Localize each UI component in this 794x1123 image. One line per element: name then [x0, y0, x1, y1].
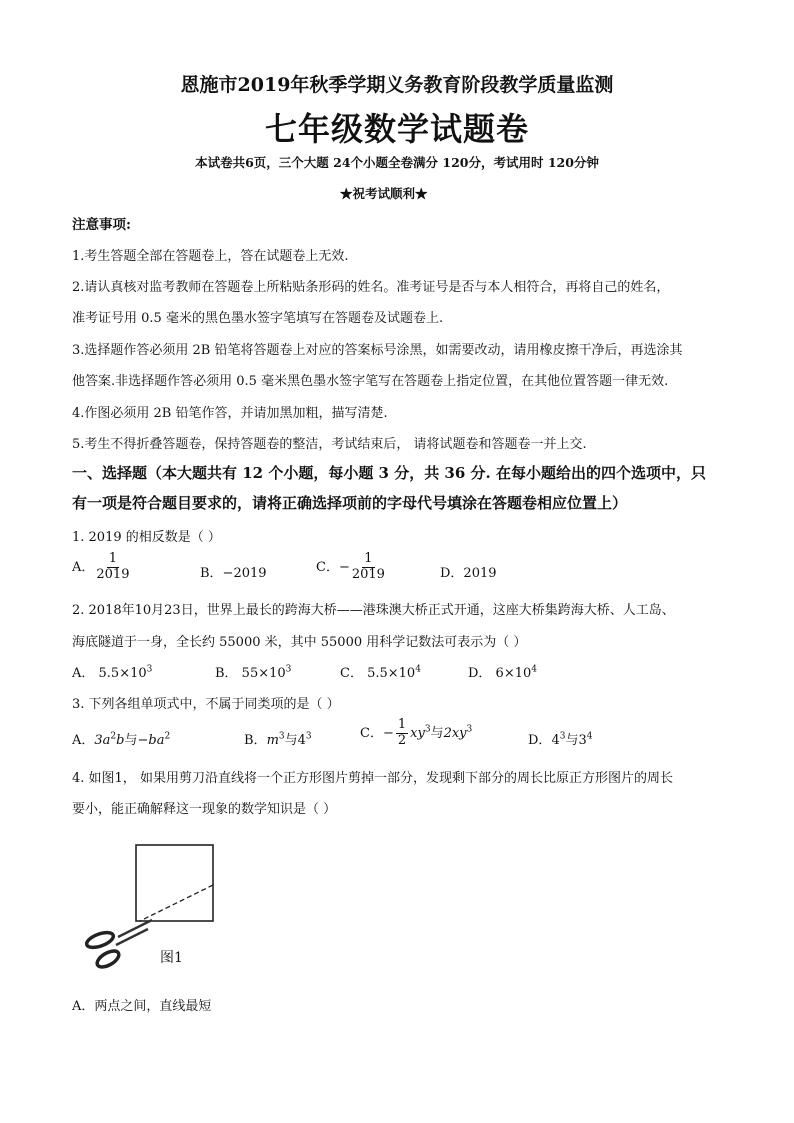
- term: xy: [410, 725, 425, 741]
- option-label: A．: [72, 733, 95, 748]
- q3-option-a: [72, 729, 170, 748]
- denominator: 2019: [96, 566, 130, 582]
- question-2-stem-line1: 2. 2018年10月23日，世界上最长的跨海大桥——港珠澳大桥正式开通，这座大桥集跨海大桥、人工岛、: [72, 603, 675, 618]
- notice-line: 准考证号用 0.5 毫米的黑色墨水签字笔填写在答题卷及试题卷上.: [72, 311, 444, 326]
- exponent: 2: [110, 731, 117, 742]
- option-label: C．−: [360, 725, 394, 741]
- exponent: 3: [278, 731, 285, 742]
- section-heading-line1: 一、选择题（本大题共有 12 个小题，每小题 3 分，共 36 分. 在每小题给出的四个选项中，只: [72, 464, 706, 482]
- q3-option-b: [244, 729, 312, 748]
- exponent: 3: [424, 724, 431, 735]
- fraction: [396, 718, 408, 749]
- exponent: 4: [531, 664, 537, 675]
- scissors-icon: [85, 920, 152, 970]
- notice-line: 3.选择题作答必须用 2B 铅笔将答题卷上对应的答案标号涂黑，如需要改动，请用橡皮擦干净后，再选涂其: [72, 343, 683, 358]
- option-label: A．: [72, 559, 95, 575]
- notice-line: 4.作图必须用 2B 铅笔作答，并请加黑加粗，描写清楚.: [72, 406, 388, 421]
- term: 3: [578, 733, 587, 748]
- notice-line: 他答案.非选择题作答必须用 0.5 毫米黑色墨水签字笔写在答题卷上指定位置，在其他位置答题一律无效.: [72, 374, 669, 389]
- q2-option-a: [72, 662, 152, 681]
- numerator: 1: [397, 717, 407, 732]
- figure-1-square-cut: [70, 825, 240, 985]
- exponent: 3: [305, 731, 312, 742]
- exponent: 2: [164, 731, 171, 742]
- section-heading-line2: 有一项是符合题目要求的，请将正确选择项前的字母代号填涂在答题卷相应位置上）: [72, 494, 628, 512]
- paper-subtitle: 本试卷共6页，三个大题 24个小题全卷满分 120分，考试用时 120分钟: [195, 155, 599, 170]
- option-text: C． 5.5×10: [340, 666, 416, 681]
- option-label: D．: [528, 733, 552, 748]
- exponent: 3: [146, 664, 153, 675]
- notice-line: 1.考生答题全部在答题卷上，答在试题卷上无效.: [72, 249, 349, 264]
- notice-line: 2.请认真核对监考教师在答题卷上所粘贴条形码的姓名。准考证号是否与本人相符合，再将自己的姓名，: [72, 280, 670, 295]
- term: b: [116, 733, 125, 748]
- term: 4: [297, 733, 306, 748]
- term: m: [266, 733, 279, 748]
- connector: 与: [430, 725, 444, 741]
- term: 3a: [94, 733, 111, 748]
- q4-option-a: A．两点之间，直线最短: [72, 999, 212, 1014]
- q2-option-d: [468, 662, 537, 681]
- connector: 与: [124, 733, 138, 748]
- q3-option-c: [360, 718, 472, 749]
- connector: 与: [284, 733, 298, 748]
- exponent: 3: [466, 724, 473, 735]
- denominator: 2: [397, 732, 407, 748]
- fraction: [352, 552, 385, 583]
- numerator: 1: [108, 551, 118, 566]
- option-text: D． 6×10: [468, 666, 532, 681]
- fraction: [96, 552, 129, 583]
- paper-title: 七年级数学试题卷: [264, 110, 529, 148]
- notice-line: 5.考生不得折叠答题卷，保持答题卷的整洁，考试结束后， 请将试题卷和答题卷一并上交.: [72, 437, 587, 452]
- q2-option-b: [215, 662, 291, 681]
- exponent: 4: [415, 664, 421, 675]
- connector: 与: [565, 733, 579, 748]
- term: −ba: [137, 733, 165, 748]
- cut-dashed-line: [140, 885, 213, 921]
- option-text: A． 5.5×10: [72, 666, 147, 681]
- figure-caption: 图1: [160, 950, 183, 966]
- term: 4: [551, 733, 560, 748]
- option-label: B．: [244, 733, 267, 748]
- question-2-stem-line2: 海底隧道于一身，全长约 55000 米，其中 55000 用科学记数法可表示为（ ）: [72, 635, 527, 650]
- exam-region-title: 恩施市2019年秋季学期义务教育阶段教学质量监测: [180, 74, 614, 96]
- q3-option-d: [528, 729, 592, 748]
- good-luck-line: ★祝考试顺利★: [340, 186, 428, 201]
- exponent: 3: [285, 664, 292, 675]
- question-4-stem-line2: 要小，能正确解释这一现象的数学知识是（ ）: [72, 802, 337, 817]
- square-with-scissors-drawing: [70, 825, 240, 985]
- q1-option-b: B．−2019: [200, 566, 267, 581]
- question-3-stem: 3. 下列各组单项式中，不属于同类项的是（ ）: [72, 697, 340, 712]
- exponent: 4: [586, 731, 593, 742]
- term: 2xy: [443, 725, 467, 741]
- option-label: C．−: [316, 559, 350, 575]
- square-shape: [136, 845, 213, 921]
- notice-heading: 注意事项:: [72, 217, 131, 233]
- q1-option-a: [72, 552, 131, 583]
- q2-option-c: [340, 662, 421, 681]
- q1-option-c: [316, 552, 387, 583]
- denominator: 2019: [351, 566, 385, 582]
- question-4-stem-line1: 4. 如图1， 如果用剪刀沿直线将一个正方形图片剪掉一部分，发现剩下部分的周长比原正方形图片的周长: [72, 771, 673, 786]
- question-1-stem: 1. 2019 的相反数是（ ）: [72, 530, 221, 545]
- numerator: 1: [364, 551, 373, 566]
- option-text: B． 55×10: [215, 666, 286, 681]
- q1-option-d: D．2019: [440, 566, 497, 581]
- exponent: 3: [559, 731, 566, 742]
